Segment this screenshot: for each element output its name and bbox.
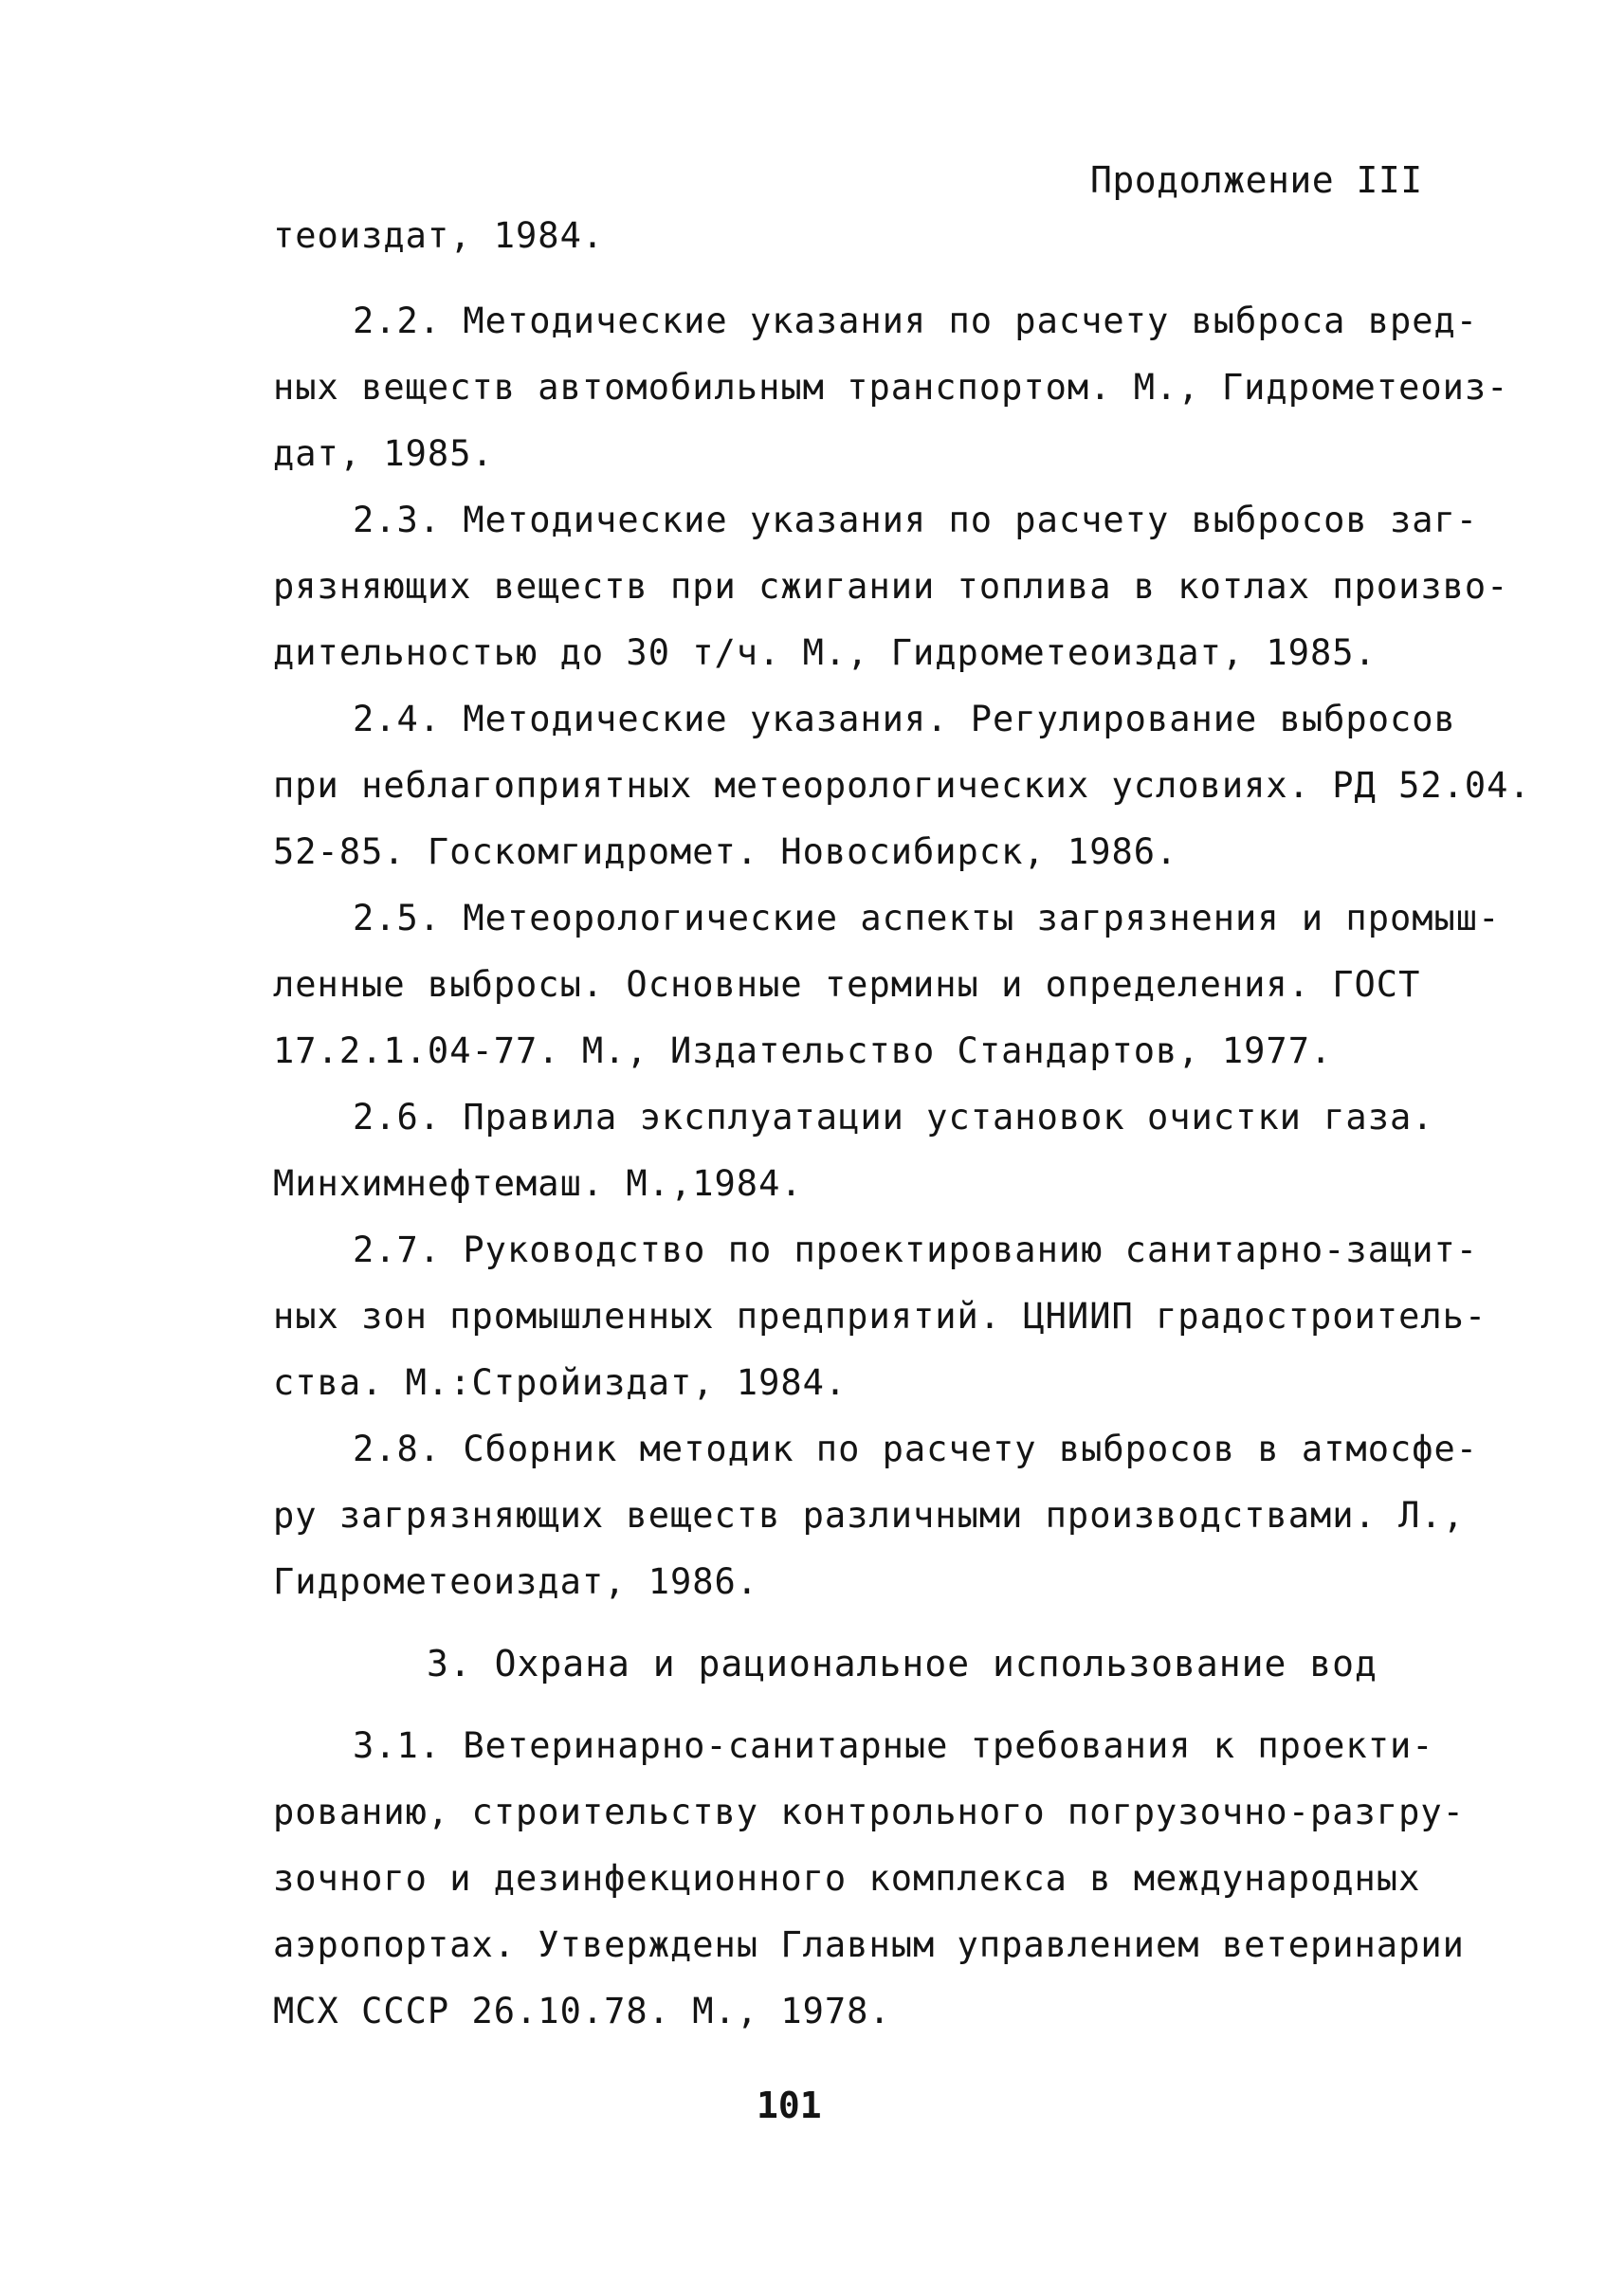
ref-2-5-line-1: 2.5. Метеорологические аспекты загрязнения и промыш- xyxy=(353,898,1501,938)
ref-2-4-line-2: при неблагоприятных метеорологических условиях. РД 52.04. xyxy=(273,765,1531,806)
page-number: 101 xyxy=(757,2085,822,2126)
ref-3-1-line-2: рованию, строительству контрольного погрузочно-разгру- xyxy=(273,1792,1465,1832)
ref-2-3-line-1: 2.3. Методические указания по расчету выбросов заг- xyxy=(353,500,1479,540)
ref-number: 3.1. xyxy=(353,1725,442,1766)
ref-3-1-line-4: аэропортах. Утверждены Главным управлением ветеринарии xyxy=(273,1924,1465,1965)
ref-number: 2.5. xyxy=(353,898,442,938)
section-title: 3. Охрана и рациональное использование вод xyxy=(427,1643,1378,1685)
ref-2-4-line-3: 52-85. Госкомгидромет. Новосибирск, 1986. xyxy=(273,831,1178,872)
ref-2-7-line-2: ных зон промышленных предприятий. ЦНИИП градостроитель- xyxy=(273,1296,1487,1337)
ref-2-2-line-1: 2.2. Методические указания по расчету выброса вред- xyxy=(353,301,1479,341)
ref-2-8-line-2: ру загрязняющих веществ различными производствами. Л., xyxy=(273,1495,1465,1536)
top-line: теоиздат, 1984. xyxy=(273,215,605,256)
ref-2-7-line-3: ства. М.:Стройиздат, 1984. xyxy=(273,1362,848,1403)
continuation-header: Продолжение III xyxy=(1090,159,1423,201)
ref-2-2-line-3: дат, 1985. xyxy=(273,433,494,474)
ref-number: 2.2. xyxy=(353,301,442,341)
ref-number: 2.7. xyxy=(353,1229,442,1270)
ref-number: 2.3. xyxy=(353,500,442,540)
ref-2-2-line-2: ных веществ автомобильным транспортом. М., Гидрометеоиз- xyxy=(273,367,1509,408)
ref-2-6-line-2: Минхимнефтемаш. М.,1984. xyxy=(273,1163,803,1204)
ref-2-7-line-1: 2.7. Руководство по проектированию санитарно-защит- xyxy=(353,1229,1479,1270)
ref-3-1-line-3: зочного и дезинфекционного комплекса в международных xyxy=(273,1858,1421,1899)
ref-number: 2.6. xyxy=(353,1097,442,1138)
ref-2-4-line-1: 2.4. Методические указания. Регулирование выбросов xyxy=(353,699,1456,739)
ref-2-3-line-3: дительностью до 30 т/ч. М., Гидрометеоиздат, 1985. xyxy=(273,632,1377,673)
ref-2-5-line-3: 17.2.1.04-77. М., Издательство Стандартов, 1977. xyxy=(273,1030,1333,1071)
ref-2-6-line-1: 2.6. Правила эксплуатации установок очистки газа. xyxy=(353,1097,1434,1138)
ref-2-8-line-3: Гидрометеоиздат, 1986. xyxy=(273,1561,759,1602)
ref-2-8-line-1: 2.8. Сборник методик по расчету выбросов в атмосфе- xyxy=(353,1429,1479,1469)
ref-3-1-line-5: МСХ СССР 26.10.78. М., 1978. xyxy=(273,1991,891,2031)
ref-2-5-line-2: ленные выбросы. Основные термины и определения. ГОСТ xyxy=(273,964,1421,1005)
ref-number: 2.4. xyxy=(353,699,442,739)
ref-number: 2.8. xyxy=(353,1429,442,1469)
ref-2-3-line-2: рязняющих веществ при сжигании топлива в котлах произво- xyxy=(273,566,1509,607)
ref-3-1-line-1: 3.1. Ветеринарно-санитарные требования к проекти- xyxy=(353,1725,1434,1766)
